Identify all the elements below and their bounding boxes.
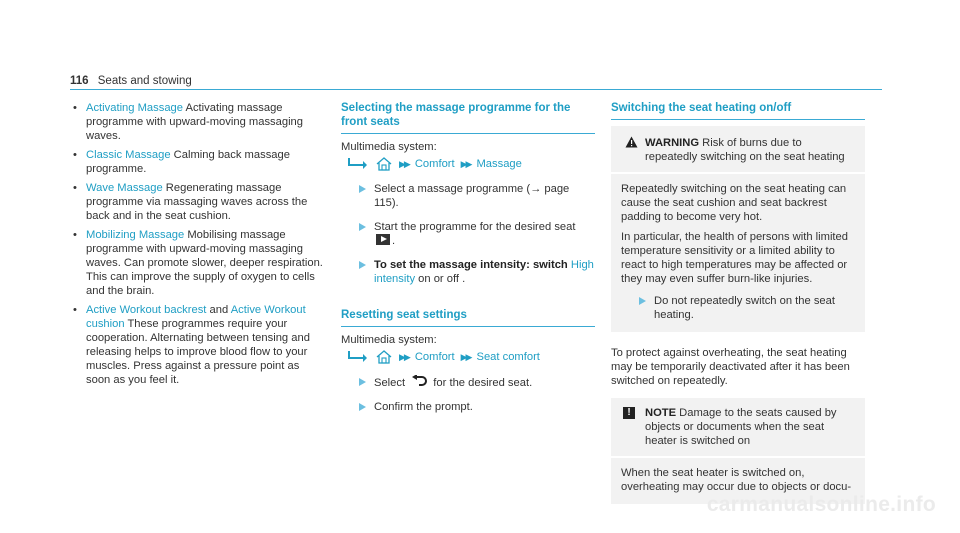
system-label: Multimedia system: [341, 141, 437, 153]
path-item-seat-comfort[interactable]: Seat comfort [476, 351, 540, 363]
programme-description: Regenerating massage programme via massaging waves across the back and in the seat cushion. [86, 182, 308, 222]
menu-path [341, 156, 595, 172]
page-header [70, 74, 192, 88]
reset-arrow-icon[interactable] [411, 375, 427, 387]
note-body: When the seat heater is switched on, overheating may occur due to objects or docu- [621, 467, 852, 493]
programme-term[interactable]: Wave Massage [86, 182, 163, 194]
step-text: Select [374, 377, 406, 389]
programme-term[interactable]: Classic Massage [86, 149, 171, 161]
programme-term[interactable]: Active Workout cushion [86, 304, 306, 330]
chevron-right-icon: ▶▶ [460, 159, 471, 169]
chevron-right-icon: ▶▶ [399, 159, 409, 169]
section-heading-seat-heating: Switching the seat heating on/off [611, 101, 865, 120]
list-item [72, 303, 324, 387]
instruction-step [341, 258, 595, 286]
warning-paragraph: Repeatedly switching on the seat heating can cause the seat cushion and seat backrest padding to become very hot. [621, 183, 847, 223]
programme-term[interactable]: Active Workout backrest [86, 304, 207, 316]
note-title: Damage to the seats caused by objects or documents when the seat heater is switched on [645, 407, 837, 447]
warning-label: WARNING [645, 137, 700, 149]
system-label: Multimedia system: [341, 334, 437, 346]
body-paragraph: To protect against overheating, the seat heating may be temporarily deactivated after it has been switched on repeatedly. [611, 347, 850, 387]
section-title: Seats and stowing [97, 75, 192, 87]
step-text: . [392, 235, 396, 247]
warning-box [611, 126, 865, 332]
column-massage-settings [341, 101, 595, 424]
programme-description: Activating massage programme with upward-moving massaging waves. [86, 102, 304, 142]
instruction-step [341, 375, 595, 390]
programme-term[interactable]: Activating Massage [86, 102, 184, 114]
step-text: page 115). [374, 183, 570, 209]
warning-paragraph: In particular, the health of persons with limited temperature sensitivity or a limited ability to react to high temperatures may be affected or they may even suffer burn-like injuries. [621, 231, 848, 285]
step-text: for the desired seat. [430, 377, 533, 389]
column-massage-programmes [72, 101, 324, 392]
step-triangle-icon [359, 403, 366, 411]
path-item-comfort[interactable]: Comfort [414, 158, 455, 170]
step-triangle-icon [639, 297, 646, 305]
massage-programme-list [72, 101, 324, 387]
list-item [72, 228, 324, 298]
note-header [611, 398, 865, 458]
list-item [72, 101, 324, 143]
warning-triangle-icon [625, 136, 638, 148]
play-button-icon[interactable] [376, 234, 390, 245]
warning-title: Risk of burns due to repeatedly switching on the seat heating [645, 137, 845, 163]
programme-description: Mobilising massage programme with upward-moving massaging waves. Can promote slower, deeper respiration. This can improve the supply of oxygen to cells and the brain. [86, 229, 323, 297]
instruction-step [621, 294, 855, 322]
watermark: carmanualsonline.info [706, 493, 936, 516]
instruction-step [341, 400, 595, 414]
high-intensity-option[interactable]: High intensity [374, 259, 594, 285]
chevron-right-icon: ▶▶ [399, 352, 409, 362]
home-icon[interactable] [375, 156, 393, 172]
page-number: 116 [70, 75, 89, 87]
instruction-step [341, 182, 595, 210]
exclamation-icon: ! [623, 407, 635, 419]
page-ref-arrow: → [530, 183, 542, 195]
programme-term[interactable]: Mobilizing Massage [86, 229, 185, 241]
section-heading-select-massage: Selecting the massage programme for the front seats [341, 101, 595, 134]
menu-path [341, 349, 595, 365]
home-icon[interactable] [375, 349, 393, 365]
step-text: Select a massage programme ( [374, 183, 531, 195]
enter-arrow-icon [347, 350, 369, 364]
step-triangle-icon [359, 378, 366, 386]
list-item [72, 148, 324, 176]
path-item-comfort[interactable]: Comfort [414, 351, 455, 363]
step-triangle-icon [359, 223, 366, 231]
enter-arrow-icon [347, 157, 369, 171]
step-triangle-icon [359, 185, 366, 193]
programme-description: Calming back massage programme. [86, 149, 290, 175]
warning-header [611, 126, 865, 174]
note-label: NOTE [645, 407, 677, 419]
header-divider [70, 89, 882, 90]
step-text: Do not repeatedly switch on the seat heating. [654, 295, 835, 321]
chevron-right-icon: ▶▶ [460, 352, 471, 362]
note-box [611, 398, 865, 504]
path-item-massage[interactable]: Massage [476, 158, 522, 170]
warning-body [611, 174, 865, 332]
and-text: and [206, 304, 231, 316]
step-text: Start the programme for the desired seat [374, 221, 576, 233]
programme-description: These programmes require your cooperation. Alternating between tensing and releasing helps to improve blood flow to your muscles. Press against a pressure point as soon as you feel it. [86, 318, 310, 386]
list-item [72, 181, 324, 223]
step-triangle-icon [359, 261, 366, 269]
section-heading-reset-seat: Resetting seat settings [341, 308, 595, 327]
step-text: on or off . [415, 273, 466, 285]
step-text: Confirm the prompt. [374, 401, 473, 413]
step-lead: To set the massage intensity: switch [374, 259, 568, 271]
column-seat-heating [611, 101, 865, 504]
instruction-step [341, 220, 595, 248]
